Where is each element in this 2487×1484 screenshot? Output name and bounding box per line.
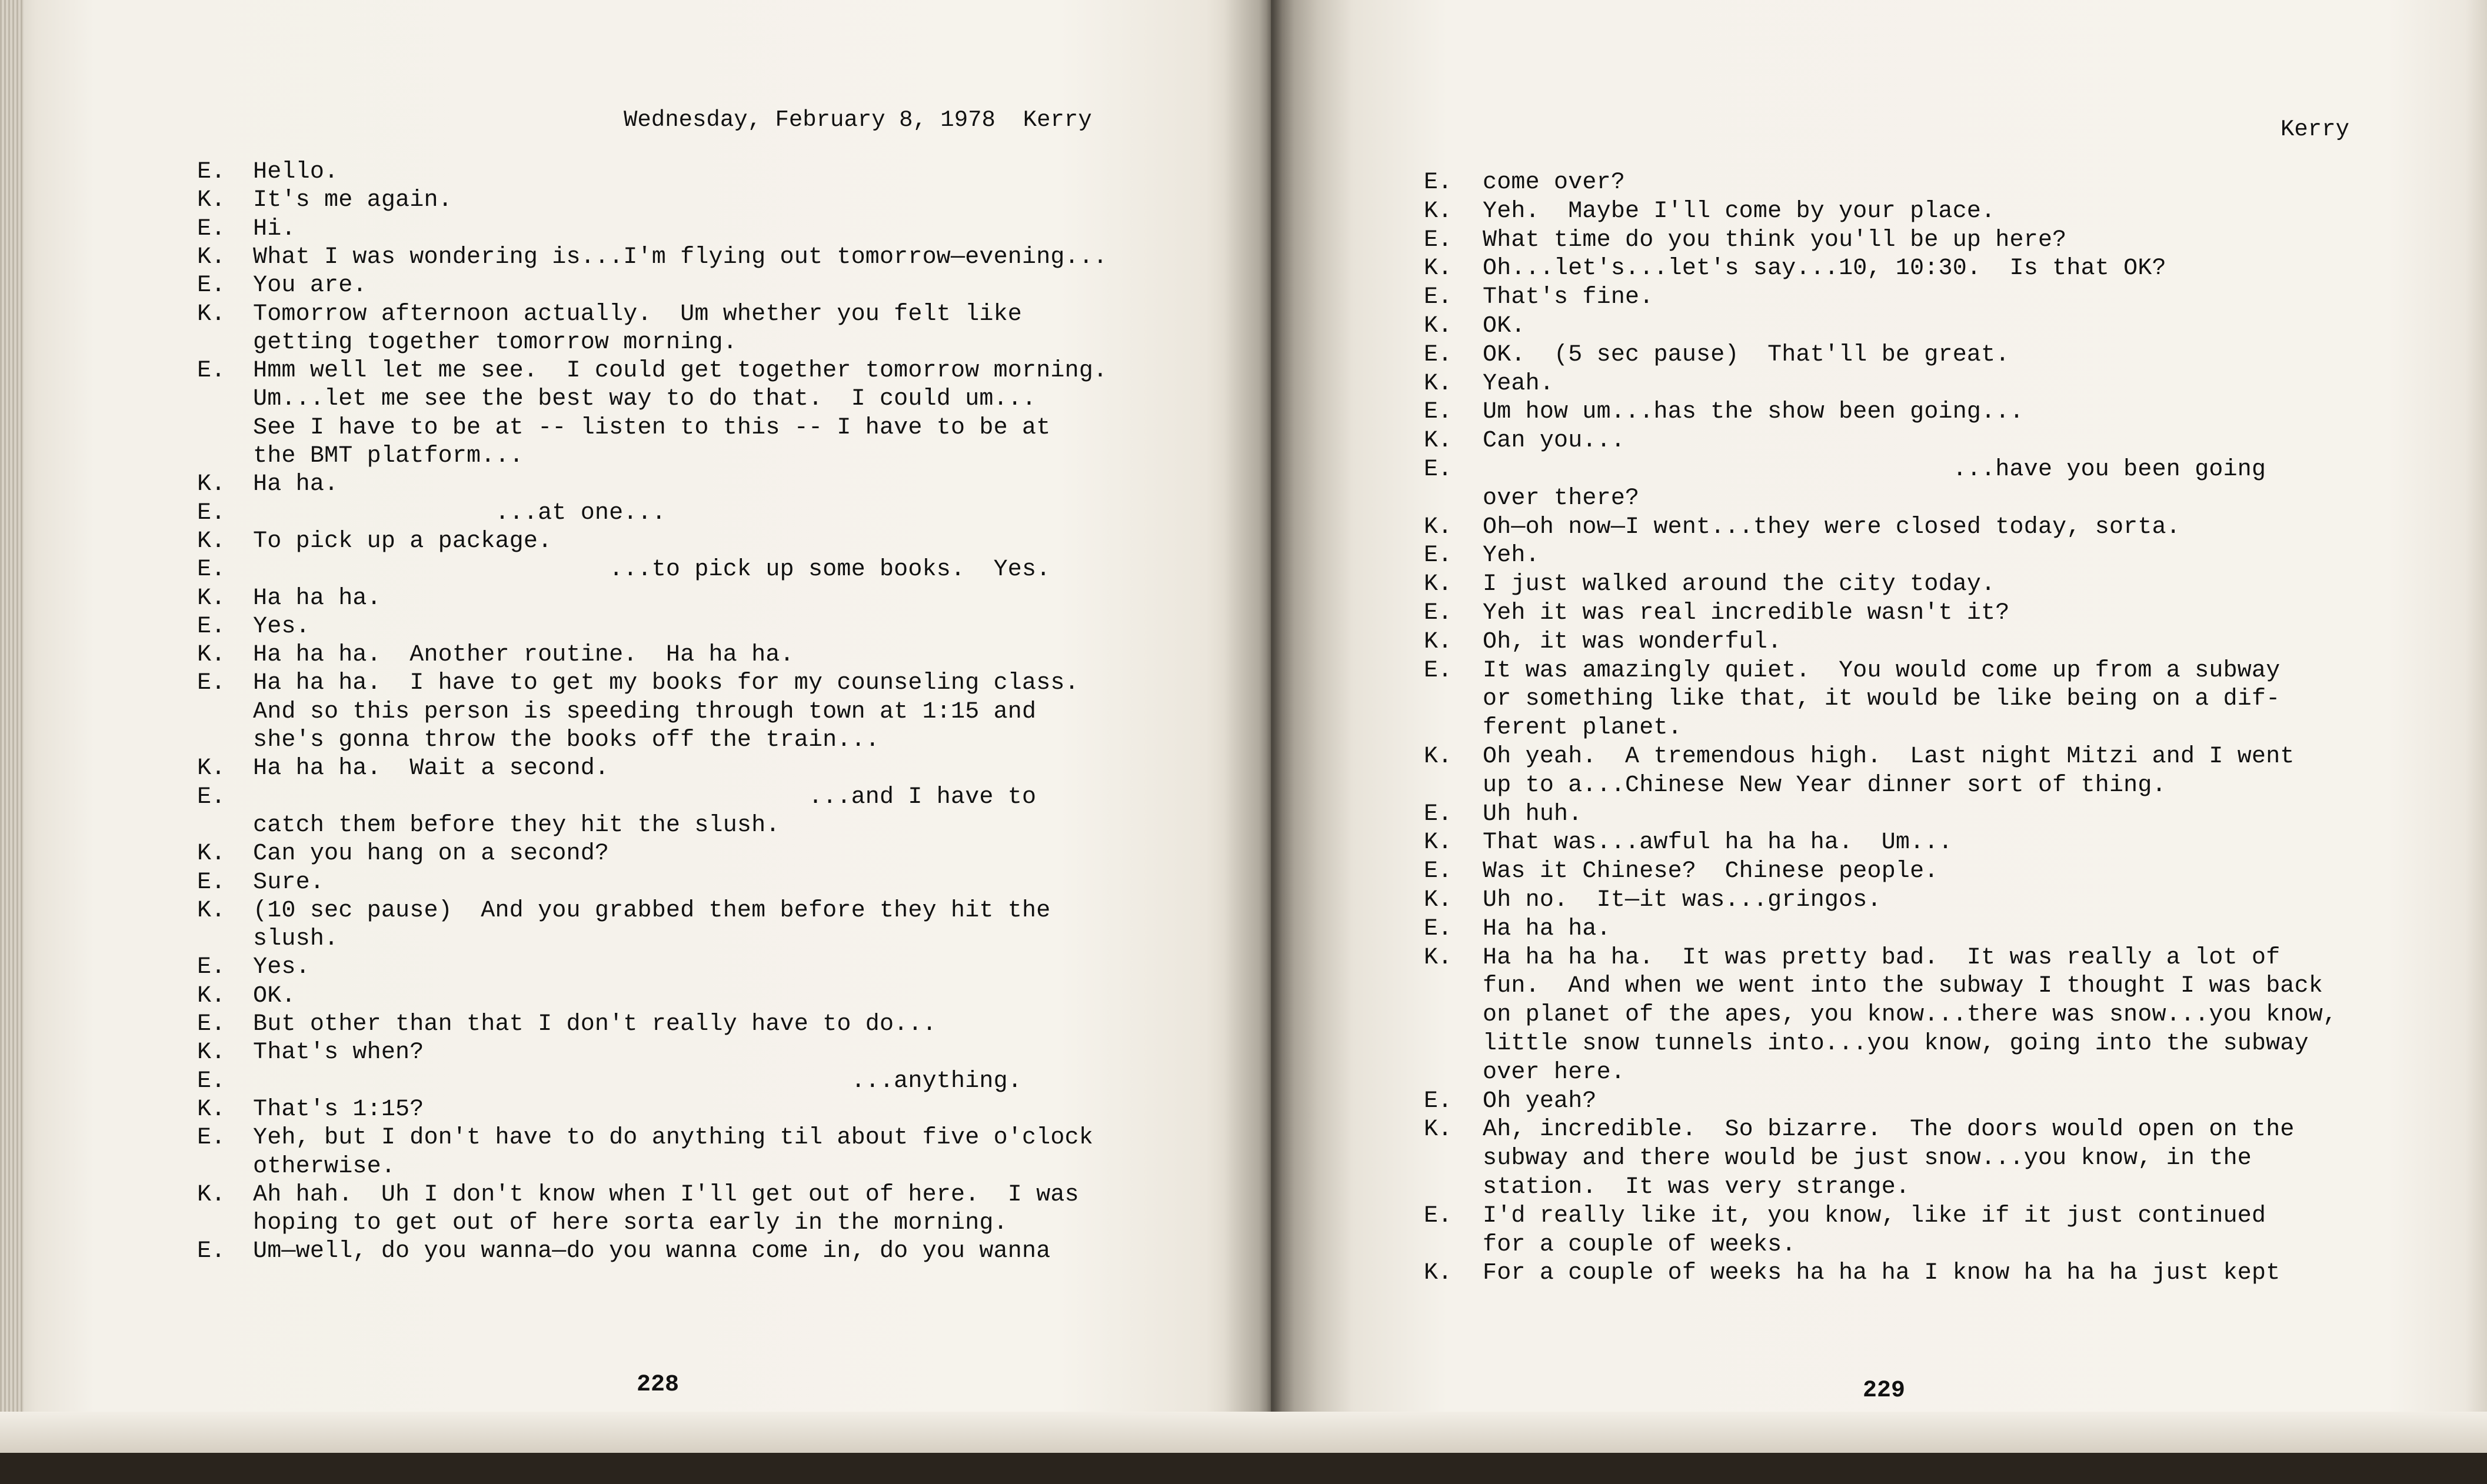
- speaker-label: E.: [1424, 657, 1453, 684]
- speaker-label: E.: [197, 215, 226, 242]
- speaker-label: E.: [197, 1238, 226, 1265]
- transcript-line: Hi.: [253, 215, 296, 242]
- transcript-line: slush.: [253, 926, 339, 953]
- speaker-label: K.: [197, 585, 226, 612]
- transcript-line: come over?: [1483, 169, 1626, 196]
- speaker-label: K.: [1424, 887, 1453, 913]
- transcript-line: otherwise.: [253, 1153, 396, 1180]
- speaker-label: K.: [197, 841, 226, 868]
- right-page-header: Kerry: [2280, 116, 2350, 142]
- speaker-label: K.: [1424, 198, 1453, 225]
- transcript-line: For a couple of weeks ha ha ha I know ha ha ha just kept: [1483, 1260, 2280, 1287]
- speaker-label: E.: [197, 499, 226, 526]
- speaker-label: E.: [197, 358, 226, 385]
- transcript-line: Ha ha ha.: [1483, 915, 1611, 942]
- speaker-label: E.: [1424, 915, 1453, 942]
- transcript-line: subway and there would be just snow...you know, in the: [1483, 1145, 2252, 1172]
- speaker-label: E.: [197, 954, 226, 981]
- speaker-label: E.: [1424, 542, 1453, 569]
- transcript-line: Ah hah. Uh I don't know when I'll get out of here. I was: [253, 1181, 1079, 1208]
- speaker-label: E.: [197, 1068, 226, 1095]
- transcript-line: Sure.: [253, 869, 325, 896]
- transcript-line: It's me again.: [253, 187, 452, 214]
- transcript-line: Ah, incredible. So bizarre. The doors would open on the: [1483, 1116, 2295, 1143]
- transcript-line: (10 sec pause) And you grabbed them before they hit the: [253, 897, 1051, 924]
- transcript-line: You are.: [253, 272, 367, 299]
- transcript-line: ferent planet.: [1483, 715, 1682, 742]
- speaker-label: K.: [1424, 513, 1453, 541]
- transcript-line: Um...let me see the best way to do that. I could um...: [253, 386, 1037, 413]
- transcript-line: Oh yeah?: [1483, 1088, 1597, 1115]
- speaker-label: K.: [1424, 743, 1453, 770]
- transcript-line: Yeh it was real incredible wasn't it?: [1483, 600, 2010, 626]
- transcript-line: Ha ha ha.: [253, 585, 381, 612]
- transcript-line: Hello.: [253, 159, 339, 185]
- speaker-label: E.: [1424, 1088, 1453, 1115]
- speaker-label: E.: [197, 869, 226, 896]
- transcript-line: she's gonna throw the books off the train...: [253, 727, 880, 753]
- speaker-label: K.: [197, 301, 226, 328]
- background-strip: [0, 1453, 2487, 1484]
- transcript-line: Can you...: [1483, 428, 1626, 455]
- transcript-line: Um—well, do you wanna—do you wanna come in, do you wanna: [253, 1238, 1051, 1265]
- speaker-label: E.: [1424, 399, 1453, 426]
- speaker-label: E.: [1424, 169, 1453, 196]
- transcript-line: Yeh. Maybe I'll come by your place.: [1483, 198, 1996, 225]
- speaker-label: E.: [197, 670, 226, 697]
- speaker-label: K.: [1424, 1116, 1453, 1143]
- page-edge-stack: [0, 0, 24, 1484]
- transcript-line: Um how um...has the show been going...: [1483, 399, 2024, 426]
- transcript-line: Oh—oh now—I went...they were closed today, sorta.: [1483, 513, 2180, 541]
- right-page-bottom-edge: [1271, 1412, 2487, 1453]
- speaker-label: E.: [197, 159, 226, 185]
- speaker-label: E.: [1424, 1202, 1453, 1229]
- speaker-label: E.: [197, 1125, 226, 1152]
- transcript-line: ...have you been going: [1483, 456, 2266, 483]
- transcript-line: OK. (5 sec pause) That'll be great.: [1483, 341, 2010, 368]
- left-page-number: 228: [637, 1372, 680, 1398]
- right-page-number: 229: [1863, 1378, 1906, 1404]
- speaker-label: K.: [197, 528, 226, 555]
- speaker-label: K.: [1424, 255, 1453, 282]
- speaker-label: E.: [197, 556, 226, 583]
- transcript-line: for a couple of weeks.: [1483, 1231, 1796, 1258]
- right-page: [1271, 0, 2487, 1484]
- speaker-label: K.: [197, 187, 226, 214]
- transcript-line: Ha ha.: [253, 471, 339, 498]
- speaker-label: K.: [197, 642, 226, 669]
- transcript-line: on planet of the apes, you know...there was snow...you know,: [1483, 1002, 2338, 1029]
- transcript-line: catch them before they hit the slush.: [253, 812, 780, 839]
- transcript-line: See I have to be at -- listen to this -- I have to be at: [253, 414, 1051, 441]
- transcript-line: That was...awful ha ha ha. Um...: [1483, 829, 1953, 856]
- speaker-label: E.: [1424, 226, 1453, 254]
- transcript-line: Ha ha ha ha. It was pretty bad. It was really a lot of: [1483, 944, 2280, 971]
- speaker-label: E.: [1424, 801, 1453, 828]
- transcript-line: Yeh, but I don't have to do anything til about five o'clock: [253, 1125, 1094, 1152]
- speaker-label: E.: [1424, 284, 1453, 311]
- transcript-line: Uh huh.: [1483, 801, 1583, 828]
- transcript-line: ...at one...: [253, 499, 666, 526]
- speaker-label: E.: [197, 1011, 226, 1038]
- transcript-line: OK.: [253, 982, 296, 1009]
- transcript-line: That's 1:15?: [253, 1096, 424, 1123]
- transcript-line: little snow tunnels into...you know, going into the subway: [1483, 1031, 2309, 1057]
- transcript-line: What time do you think you'll be up here?: [1483, 226, 2067, 254]
- speaker-label: K.: [1424, 628, 1453, 655]
- transcript-line: Ha ha ha. Another routine. Ha ha ha.: [253, 642, 794, 669]
- transcript-line: OK.: [1483, 313, 1526, 339]
- transcript-line: Hmm well let me see. I could get together tomorrow morning.: [253, 358, 1108, 385]
- speaker-label: E.: [1424, 341, 1453, 368]
- transcript-line: station. It was very strange.: [1483, 1174, 1910, 1200]
- speaker-label: K.: [1424, 829, 1453, 856]
- speaker-label: K.: [197, 755, 226, 782]
- speaker-label: K.: [1424, 313, 1453, 339]
- speaker-label: K.: [1424, 571, 1453, 598]
- speaker-label: E.: [1424, 858, 1453, 885]
- transcript-line: I just walked around the city today.: [1483, 571, 1996, 598]
- speaker-label: K.: [197, 471, 226, 498]
- speaker-label: K.: [197, 982, 226, 1009]
- transcript-line: Yeah.: [1483, 370, 1554, 397]
- transcript-line: And so this person is speeding through town at 1:15 and: [253, 698, 1037, 725]
- speaker-label: K.: [197, 1096, 226, 1123]
- speaker-label: K.: [1424, 944, 1453, 971]
- transcript-line: the BMT platform...: [253, 443, 524, 469]
- transcript-line: ...and I have to: [253, 783, 1037, 811]
- transcript-line: over there?: [1483, 485, 1640, 512]
- speaker-label: E.: [1424, 600, 1453, 626]
- transcript-line: ...anything.: [253, 1068, 1023, 1095]
- speaker-label: K.: [197, 244, 226, 271]
- transcript-line: or something like that, it would be like being on a dif-: [1483, 686, 2280, 713]
- transcript-line: Uh no. It—it was...gringos.: [1483, 887, 1882, 913]
- transcript-line: Ha ha ha. I have to get my books for my counseling class.: [253, 670, 1079, 697]
- speaker-label: E.: [197, 272, 226, 299]
- transcript-line: It was amazingly quiet. You would come up from a subway: [1483, 657, 2280, 684]
- speaker-label: K.: [197, 1181, 226, 1208]
- transcript-line: Was it Chinese? Chinese people.: [1483, 858, 1939, 885]
- transcript-line: fun. And when we went into the subway I thought I was back: [1483, 973, 2323, 1000]
- left-page-bottom-edge: [0, 1412, 1271, 1453]
- transcript-line: Tomorrow afternoon actually. Um whether you felt like: [253, 301, 1023, 328]
- transcript-line: Ha ha ha. Wait a second.: [253, 755, 610, 782]
- transcript-line: Oh, it was wonderful.: [1483, 628, 1782, 655]
- transcript-line: That's fine.: [1483, 284, 1654, 311]
- transcript-line: Oh yeah. A tremendous high. Last night Mitzi and I went: [1483, 743, 2295, 770]
- speaker-label: K.: [197, 1039, 226, 1066]
- speaker-label: E.: [197, 613, 226, 640]
- transcript-line: hoping to get out of here sorta early in the morning.: [253, 1210, 1008, 1237]
- left-page-header: Wednesday, February 8, 1978 Kerry: [624, 107, 1092, 133]
- transcript-line: ...to pick up some books. Yes.: [253, 556, 1051, 583]
- transcript-line: getting together tomorrow morning.: [253, 329, 737, 356]
- transcript-line: I'd really like it, you know, like if it just continued: [1483, 1202, 2266, 1229]
- speaker-label: E.: [197, 783, 226, 811]
- transcript-line: Yes.: [253, 954, 310, 981]
- transcript-line: over here.: [1483, 1059, 1626, 1086]
- transcript-line: But other than that I don't really have to do...: [253, 1011, 937, 1038]
- speaker-label: K.: [1424, 428, 1453, 455]
- transcript-line: up to a...Chinese New Year dinner sort of thing.: [1483, 772, 2166, 799]
- speaker-label: K.: [197, 897, 226, 924]
- speaker-label: K.: [1424, 1260, 1453, 1287]
- transcript-line: Yeh.: [1483, 542, 1540, 569]
- transcript-line: That's when?: [253, 1039, 424, 1066]
- transcript-line: Oh...let's...let's say...10, 10:30. Is that OK?: [1483, 255, 2166, 282]
- transcript-line: Can you hang on a second?: [253, 841, 610, 868]
- speaker-label: K.: [1424, 370, 1453, 397]
- speaker-label: E.: [1424, 456, 1453, 483]
- transcript-line: Yes.: [253, 613, 310, 640]
- transcript-line: To pick up a package.: [253, 528, 552, 555]
- transcript-line: What I was wondering is...I'm flying out tomorrow—evening...: [253, 244, 1108, 271]
